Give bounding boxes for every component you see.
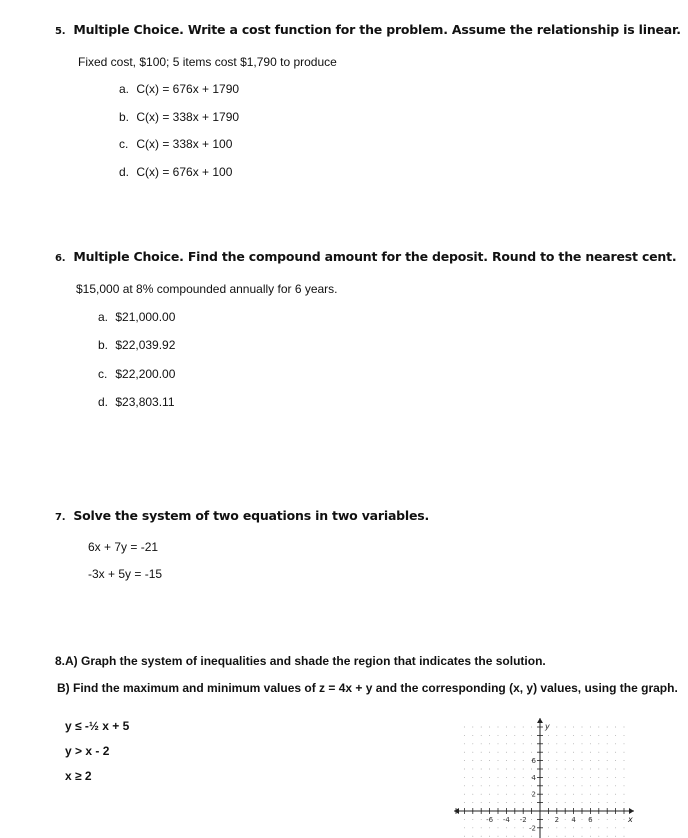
grid-dot <box>523 802 524 803</box>
grid-dot <box>573 794 574 795</box>
q7-equation-1: 6x + 7y = -21 <box>88 540 159 554</box>
grid-dot <box>523 769 524 770</box>
grid-dot <box>531 727 532 728</box>
grid-dot <box>607 760 608 761</box>
grid-dot <box>624 794 625 795</box>
grid-dot <box>573 727 574 728</box>
grid-dot <box>548 836 549 837</box>
grid-dot <box>489 827 490 828</box>
grid-dot <box>514 735 515 736</box>
grid-dot <box>573 785 574 786</box>
grid-dot <box>514 827 515 828</box>
grid-dot <box>590 785 591 786</box>
grid-dot <box>472 777 473 778</box>
grid-dot <box>523 785 524 786</box>
grid-dot <box>548 785 549 786</box>
grid-dot <box>556 827 557 828</box>
grid-dot <box>523 727 524 728</box>
grid-dot <box>582 819 583 820</box>
grid-dot <box>624 777 625 778</box>
grid-dot <box>598 769 599 770</box>
grid-dot <box>472 836 473 837</box>
grid-dot <box>582 752 583 753</box>
q6-option-a[interactable] <box>98 310 175 324</box>
grid-dot <box>590 752 591 753</box>
grid-dot <box>556 836 557 837</box>
grid-dot <box>556 752 557 753</box>
grid-dot <box>615 836 616 837</box>
grid-dot <box>598 836 599 837</box>
grid-dot <box>607 827 608 828</box>
grid-dot <box>582 769 583 770</box>
q5-option-text: C(x) = 338x + 100 <box>136 137 233 151</box>
grid-dot <box>624 819 625 820</box>
q6-option-text: $23,803.11 <box>115 395 175 409</box>
grid-dot <box>514 785 515 786</box>
grid-dot <box>582 777 583 778</box>
grid-dot <box>607 802 608 803</box>
grid-dot <box>498 794 499 795</box>
q6-option-b[interactable] <box>98 338 175 352</box>
grid-dot <box>481 743 482 744</box>
grid-dot <box>548 735 549 736</box>
grid-dot <box>481 735 482 736</box>
grid-dot <box>472 760 473 761</box>
grid-dot <box>598 827 599 828</box>
grid-dot <box>598 777 599 778</box>
grid-dot <box>464 760 465 761</box>
grid-dot <box>464 752 465 753</box>
q7-heading: Solve the system of two equations in two variables. <box>73 508 430 523</box>
grid-dot <box>548 819 549 820</box>
grid-dot <box>472 727 473 728</box>
grid-dot <box>464 727 465 728</box>
x-tick-label: 4 <box>571 816 576 824</box>
grid-dot <box>498 836 499 837</box>
grid-dot <box>573 802 574 803</box>
grid-dot <box>481 819 482 820</box>
grid-dot <box>506 785 507 786</box>
grid-dot <box>523 836 524 837</box>
grid-dot <box>607 777 608 778</box>
grid-dot <box>590 836 591 837</box>
grid-dot <box>624 827 625 828</box>
grid-dot <box>598 785 599 786</box>
grid-dot <box>506 735 507 736</box>
grid-dot <box>464 743 465 744</box>
grid-dot <box>514 752 515 753</box>
grid-dot <box>531 735 532 736</box>
grid-dot <box>498 735 499 736</box>
grid-dot <box>481 802 482 803</box>
grid-dot <box>472 794 473 795</box>
grid-dot <box>531 752 532 753</box>
grid-dot <box>523 752 524 753</box>
grid-dot <box>590 735 591 736</box>
grid-dot <box>556 785 557 786</box>
grid-dot <box>506 769 507 770</box>
grid-dot <box>523 735 524 736</box>
grid-dot <box>481 769 482 770</box>
grid-dot <box>514 743 515 744</box>
grid-dot <box>615 827 616 828</box>
grid-dot <box>514 727 515 728</box>
grid-dot <box>464 794 465 795</box>
grid-dot <box>514 760 515 761</box>
grid-dot <box>481 727 482 728</box>
grid-dot <box>565 760 566 761</box>
coordinate-grid-graph[interactable] <box>448 712 640 838</box>
grid-dot <box>506 777 507 778</box>
grid-dot <box>565 752 566 753</box>
q6-option-d[interactable] <box>98 395 175 409</box>
grid-dot <box>481 785 482 786</box>
grid-dot <box>531 785 532 786</box>
grid-dot <box>615 785 616 786</box>
grid-dot <box>565 735 566 736</box>
grid-dot <box>565 827 566 828</box>
grid-dot <box>464 735 465 736</box>
grid-dot <box>489 836 490 837</box>
grid-dot <box>615 743 616 744</box>
grid-dot <box>481 752 482 753</box>
grid-dot <box>607 794 608 795</box>
grid-dot <box>624 760 625 761</box>
x-tick-label: -2 <box>519 816 527 824</box>
grid-dot <box>481 827 482 828</box>
grid-dot <box>498 819 499 820</box>
grid-dot <box>615 794 616 795</box>
grid-dot <box>565 785 566 786</box>
q8-part-b: B) Find the maximum and minimum values of z = 4x + y and the corresponding (x, y) values, using the graph. <box>57 681 678 695</box>
grid-dot <box>531 819 532 820</box>
grid-dot <box>598 727 599 728</box>
grid-dot <box>489 743 490 744</box>
grid-dot <box>489 802 490 803</box>
q6-option-text: $22,200.00 <box>115 367 176 381</box>
grid-dot <box>607 785 608 786</box>
grid-dot <box>506 760 507 761</box>
x-tick-label: 2 <box>554 816 560 824</box>
q5-option-letter: d. <box>119 165 130 179</box>
grid-dot <box>615 819 616 820</box>
grid-dot <box>565 743 566 744</box>
grid-dot <box>573 769 574 770</box>
grid-dot <box>598 794 599 795</box>
grid-dot <box>573 743 574 744</box>
q6-heading: Multiple Choice. Find the compound amount for the deposit. Round to the nearest cent. <box>73 249 677 264</box>
grid-dot <box>582 794 583 795</box>
grid-dot <box>531 802 532 803</box>
grid-dot <box>573 735 574 736</box>
grid-dot <box>464 802 465 803</box>
grid-dot <box>523 760 524 761</box>
grid-dot <box>506 727 507 728</box>
grid-dot <box>565 777 566 778</box>
grid-dot <box>582 836 583 837</box>
grid-dot <box>598 752 599 753</box>
grid-dot <box>598 819 599 820</box>
q6-option-text: $21,000.00 <box>115 310 176 324</box>
grid-dot <box>573 836 574 837</box>
q5-option-c[interactable] <box>119 137 232 151</box>
grid-dot <box>514 777 515 778</box>
grid-dot <box>506 794 507 795</box>
grid-dot <box>489 769 490 770</box>
grid-dot <box>498 802 499 803</box>
q8-inequality-2: y > x - 2 <box>65 744 110 758</box>
grid-dot <box>548 769 549 770</box>
y-axis-label: y <box>545 722 550 731</box>
x-axis-label: x <box>628 815 633 824</box>
q5-option-letter: a. <box>119 82 130 96</box>
q6-prompt: $15,000 at 8% compounded annually for 6 years. <box>76 282 338 296</box>
grid-dot <box>506 836 507 837</box>
grid-dot <box>598 743 599 744</box>
grid-dot <box>624 802 625 803</box>
grid-dot <box>472 752 473 753</box>
grid-dot <box>582 760 583 761</box>
grid-dot <box>489 777 490 778</box>
grid-dot <box>481 794 482 795</box>
grid-dot <box>531 769 532 770</box>
q5-option-text: C(x) = 676x + 100 <box>136 165 233 179</box>
grid-dot <box>556 743 557 744</box>
x-axis-arrow-left-icon <box>454 808 459 814</box>
grid-dot <box>573 827 574 828</box>
grid-dot <box>607 819 608 820</box>
grid-dot <box>531 743 532 744</box>
grid-dot <box>556 802 557 803</box>
grid-dot <box>489 794 490 795</box>
grid-dot <box>489 727 490 728</box>
grid-dot <box>624 743 625 744</box>
grid-dot <box>565 802 566 803</box>
grid-dot <box>573 760 574 761</box>
grid-dot <box>590 794 591 795</box>
grid-dot <box>624 769 625 770</box>
q7-number: 7. <box>55 512 66 523</box>
q6-number: 6. <box>55 253 66 264</box>
grid-dot <box>582 802 583 803</box>
grid-dot <box>624 752 625 753</box>
q6-option-letter: d. <box>98 395 109 409</box>
grid-dot <box>565 769 566 770</box>
grid-dot <box>498 727 499 728</box>
grid-dot <box>598 802 599 803</box>
grid-dot <box>565 794 566 795</box>
grid-dot <box>523 827 524 828</box>
y-tick-label: 2 <box>531 790 536 799</box>
q5-option-text: C(x) = 676x + 1790 <box>136 82 240 96</box>
grid-dot <box>590 802 591 803</box>
q5-option-letter: c. <box>119 137 129 151</box>
grid-dot <box>472 819 473 820</box>
q6-option-letter: a. <box>98 310 109 324</box>
grid-dot <box>548 752 549 753</box>
grid-dot <box>523 743 524 744</box>
grid-dot <box>582 735 583 736</box>
grid-dot <box>514 836 515 837</box>
grid-dot <box>548 827 549 828</box>
grid-dot <box>464 785 465 786</box>
grid-dot <box>464 836 465 837</box>
q8-part-a: 8.A) Graph the system of inequalities and shade the region that indicates the solution. <box>55 654 546 668</box>
grid-dot <box>573 777 574 778</box>
grid-dot <box>481 777 482 778</box>
q6-option-text: $22,039.92 <box>115 338 176 352</box>
grid-dot <box>548 794 549 795</box>
grid-dot <box>556 727 557 728</box>
grid-dot <box>615 752 616 753</box>
grid-dot <box>514 769 515 770</box>
q6-heading-line <box>55 249 676 264</box>
grid-dot <box>489 785 490 786</box>
grid-dot <box>556 760 557 761</box>
grid-dot <box>624 785 625 786</box>
q5-option-b[interactable] <box>119 110 239 124</box>
q8-inequality-3: x ≥ 2 <box>65 769 92 783</box>
grid-dot <box>498 743 499 744</box>
q7-heading-line <box>55 508 429 523</box>
grid-dot <box>506 743 507 744</box>
grid-dot <box>624 836 625 837</box>
grid-dot <box>506 827 507 828</box>
grid-dot <box>481 836 482 837</box>
grid-dot <box>472 827 473 828</box>
grid-dot <box>531 836 532 837</box>
grid-dot <box>582 785 583 786</box>
grid-dot <box>590 827 591 828</box>
grid-dot <box>481 760 482 761</box>
grid-dot <box>498 760 499 761</box>
grid-dot <box>556 794 557 795</box>
grid-dot <box>498 785 499 786</box>
x-axis-arrow-right-icon <box>629 808 634 814</box>
q5-prompt: Fixed cost, $100; 5 items cost $1,790 to produce <box>78 55 337 69</box>
grid-dot <box>615 802 616 803</box>
grid-dot <box>514 794 515 795</box>
grid-dot <box>548 743 549 744</box>
y-tick-label: -2 <box>529 824 536 833</box>
grid-dot <box>590 760 591 761</box>
grid-dot <box>615 735 616 736</box>
q8-inequality-1: y ≤ -½ x + 5 <box>65 719 130 733</box>
grid-dot <box>607 735 608 736</box>
grid-dot <box>472 802 473 803</box>
q5-option-a[interactable] <box>119 82 239 96</box>
grid-dot <box>615 727 616 728</box>
grid-dot <box>582 743 583 744</box>
q7-equation-2: -3x + 5y = -15 <box>88 567 163 581</box>
grid-dot <box>472 743 473 744</box>
grid-dot <box>565 836 566 837</box>
y-tick-label: 4 <box>531 773 536 782</box>
x-tick-label: 6 <box>588 816 593 824</box>
grid-dot <box>615 777 616 778</box>
grid-dot <box>556 769 557 770</box>
q5-heading: Multiple Choice. Write a cost function for the problem. Assume the relationship is linear. <box>73 22 681 37</box>
grid-dot <box>472 785 473 786</box>
grid-dot <box>556 735 557 736</box>
q6-option-letter: c. <box>98 367 108 381</box>
grid-dot <box>590 777 591 778</box>
grid-dot <box>590 727 591 728</box>
grid-dot <box>615 760 616 761</box>
grid-dot <box>489 760 490 761</box>
grid-dot <box>464 777 465 778</box>
q5-option-d[interactable] <box>119 165 232 179</box>
grid-dot <box>573 752 574 753</box>
grid-dot <box>498 777 499 778</box>
x-tick-label: -6 <box>486 816 494 824</box>
grid-dot <box>624 727 625 728</box>
q5-number: 5. <box>55 26 66 37</box>
q6-option-letter: b. <box>98 338 109 352</box>
grid-dot <box>523 777 524 778</box>
grid-dot <box>565 819 566 820</box>
grid-dot <box>498 769 499 770</box>
grid-dot <box>489 752 490 753</box>
grid-dot <box>590 769 591 770</box>
grid-dot <box>523 794 524 795</box>
q5-heading-line <box>55 22 681 37</box>
grid-dot <box>548 760 549 761</box>
grid-dot <box>498 752 499 753</box>
grid-dot <box>582 727 583 728</box>
grid-dot <box>464 827 465 828</box>
grid-dot <box>598 735 599 736</box>
grid-dot <box>615 769 616 770</box>
q5-option-text: C(x) = 338x + 1790 <box>136 110 240 124</box>
grid-dot <box>590 743 591 744</box>
grid-dot <box>607 752 608 753</box>
grid-dot <box>514 819 515 820</box>
q5-option-letter: b. <box>119 110 130 124</box>
x-tick-label: -4 <box>502 816 510 824</box>
grid-dot <box>464 819 465 820</box>
grid-dot <box>582 827 583 828</box>
grid-dot <box>598 760 599 761</box>
grid-dot <box>464 769 465 770</box>
grid-dot <box>565 727 566 728</box>
grid-dot <box>556 777 557 778</box>
y-axis-arrow-up-icon <box>537 718 543 723</box>
grid-dot <box>472 769 473 770</box>
y-tick-label: 6 <box>531 757 536 766</box>
grid-dot <box>607 769 608 770</box>
grid-dot <box>624 735 625 736</box>
grid-dot <box>514 802 515 803</box>
grid-dot <box>607 743 608 744</box>
grid-dot <box>506 752 507 753</box>
grid-dot <box>607 836 608 837</box>
grid-dot <box>548 777 549 778</box>
grid-dot <box>548 802 549 803</box>
grid-dot <box>498 827 499 828</box>
grid-dot <box>472 735 473 736</box>
grid-dot <box>489 735 490 736</box>
grid-dot <box>506 802 507 803</box>
grid-dot <box>607 727 608 728</box>
q6-option-c[interactable] <box>98 367 175 381</box>
